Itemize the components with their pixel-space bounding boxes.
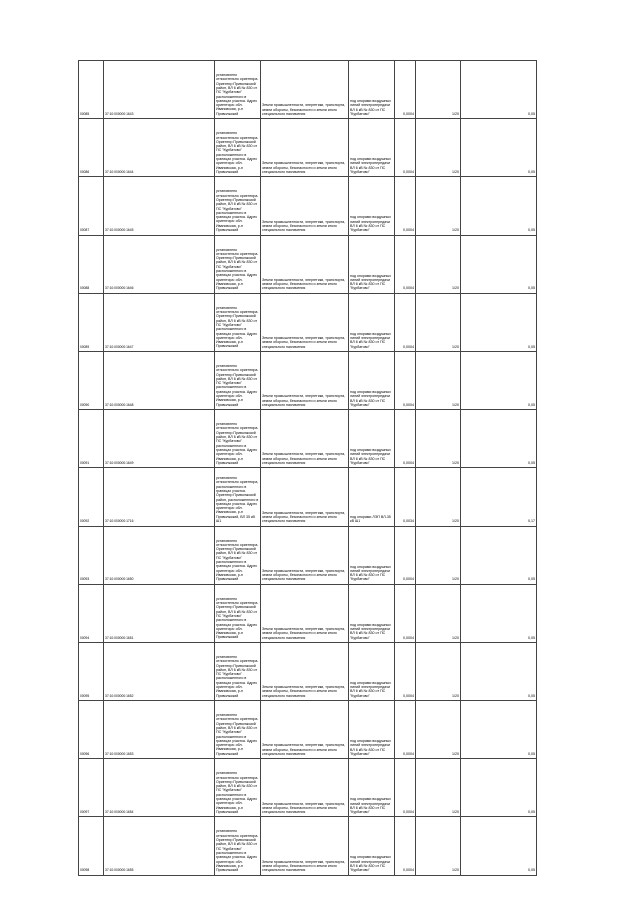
row-number: 00095 [79, 642, 104, 700]
ownership-share: 1/20 [416, 817, 461, 875]
row-number: 00096 [79, 701, 104, 759]
share-value: 0,05 [461, 351, 537, 409]
table-row [79, 526, 537, 584]
plot-area: 0,0004 [395, 817, 416, 875]
plot-area: 0,0004 [395, 759, 416, 817]
cadastral-number: 37:10:000000:1650 [104, 526, 215, 584]
table-row [79, 351, 537, 409]
plot-area: 0,0004 [395, 410, 416, 468]
table-row [79, 119, 537, 177]
row-number: 00086 [79, 119, 104, 177]
land-category: Земли промышленности, энергетики, транспорта, земли обороны, безопасности и земли иного специального назначения [261, 410, 349, 468]
row-number: 00089 [79, 293, 104, 351]
permitted-use: под опорами воздушных линий электропередачи ВЛ 6 кВ № 830 от ПС "Курбатово" [349, 642, 395, 700]
land-category: Земли промышленности, энергетики, транспорта, земли обороны, безопасности и земли иного специального назначения [261, 817, 349, 875]
permitted-use: под опорами воздушных линий электропередачи ВЛ 6 кВ № 830 от ПС "Курбатово" [349, 351, 395, 409]
row-number: 00091 [79, 410, 104, 468]
land-category: Земли промышленности, энергетики, транспорта, земли обороны, безопасности и земли иного специального назначения [261, 119, 349, 177]
plot-area: 0,0004 [395, 526, 416, 584]
plot-location-text: установлено относительно ориентира. Ориентир Приволжский район, ВЛ 6 кВ № 830 от ПС "Курбатово" расположенного в границах участка. Адрес ориентира: обл. Ивановская, р-н Приволжский [216, 363, 259, 407]
plot-location-text: установлено относительно ориентира. Ориентир Приволжский район, ВЛ 6 кВ № 830 от ПС "Курбатово" расположенного в границах участка. Адрес ориентира: обл. Ивановская, р-н Приволжский [216, 422, 259, 465]
ownership-share: 1/20 [416, 119, 461, 177]
table-row [79, 235, 537, 293]
plot-location [215, 584, 261, 642]
table-row [79, 468, 537, 526]
plot-location-text: установлено относительно ориентира. Ориентир Приволжский район, ВЛ 6 кВ № 830 от ПС "Курбатово" расположенного в границах участка. Адрес ориентира: обл. Ивановская, р-н Приволжский [216, 305, 259, 349]
share-value: 0,05 [461, 177, 537, 235]
plot-location-text: установлено относительно ориентира. Ориентир Приволжский район, ВЛ 6 кВ № 830 от ПС "Курбатово" расположенного в границах участка. Адрес ориентира: обл. Ивановская, р-н Приволжский [216, 829, 259, 873]
plot-area: 0,0004 [395, 351, 416, 409]
cadastral-number: 37:10:000000:1716 [104, 468, 215, 526]
share-value: 0,05 [461, 61, 537, 119]
table-body [79, 61, 537, 876]
row-number: 00085 [79, 61, 104, 119]
share-value: 0,05 [461, 410, 537, 468]
share-value: 0,05 [461, 817, 537, 875]
plot-location [215, 235, 261, 293]
cadastral-number: 37:10:000000:1655 [104, 817, 215, 875]
permitted-use: под опорами воздушных линий электропередачи ВЛ 6 кВ № 830 от ПС "Курбатово" [349, 119, 395, 177]
cadastral-number: 37:10:000000:1649 [104, 410, 215, 468]
plot-area: 0,0004 [395, 235, 416, 293]
permitted-use: под опорами воздушных линий электропередачи ВЛ 6 кВ № 830 от ПС "Курбатово" [349, 817, 395, 875]
permitted-use: под опорами воздушных линий электропередачи ВЛ 6 кВ № 830 от ПС "Курбатово" [349, 526, 395, 584]
plot-area: 0,0004 [395, 642, 416, 700]
plot-area: 0,0004 [395, 177, 416, 235]
cadastral-number: 37:10:000000:1647 [104, 293, 215, 351]
plot-area: 0,0004 [395, 61, 416, 119]
plot-location-text: установлено относительно ориентира. Ориентир Приволжский район, ВЛ 6 кВ № 830 от ПС "Курбатово" расположенного в границах участка. Адрес ориентира: обл. Ивановская, р-н Приволжский [216, 131, 259, 174]
land-category: Земли промышленности, энергетики, транспорта, земли обороны, безопасности и земли иного специального назначения [261, 526, 349, 584]
table-row [79, 61, 537, 119]
plot-area: 0,0004 [395, 584, 416, 642]
plot-location [215, 410, 261, 468]
land-category: Земли промышленности, энергетики, транспорта, земли обороны, безопасности и земли иного специального назначения [261, 468, 349, 526]
ownership-share: 1/20 [416, 293, 461, 351]
plot-location-text: установлено относительно ориентира. Ориентир Приволжский район, ВЛ 6 кВ № 830 от ПС "Курбатово" расположенного в границах участка. Адрес ориентира: обл. Ивановская, р-н Приволжский [216, 713, 259, 756]
plot-location [215, 817, 261, 875]
share-value: 0,05 [461, 293, 537, 351]
row-number: 00090 [79, 351, 104, 409]
share-value: 0,05 [461, 759, 537, 817]
permitted-use: под опорами воздушных линий электропередачи ВЛ 6 кВ № 830 от ПС "Курбатово" [349, 177, 395, 235]
plot-location-text: установлено относительно ориентира. Ориентир Приволжский район, ВЛ 6 кВ № 830 от ПС "Курбатово" расположенного в границах участка. Адрес ориентира: обл. Ивановская, р-н Приволжский [216, 596, 259, 640]
ownership-share: 1/20 [416, 468, 461, 526]
plot-location [215, 642, 261, 700]
cadastral-number: 37:10:000000:1644 [104, 119, 215, 177]
cadastral-number: 37:10:000000:1651 [104, 584, 215, 642]
plot-location [215, 61, 261, 119]
share-value: 0,05 [461, 584, 537, 642]
share-value: 0,17 [461, 468, 537, 526]
land-category: Земли промышленности, энергетики, транспорта, земли обороны, безопасности и земли иного специального назначения [261, 293, 349, 351]
ownership-share: 1/20 [416, 351, 461, 409]
row-number: 00093 [79, 526, 104, 584]
ownership-share: 1/20 [416, 177, 461, 235]
land-category: Земли промышленности, энергетики, транспорта, земли обороны, безопасности и земли иного специального назначения [261, 61, 349, 119]
plot-location-text: установлено относительно ориентира. Ориентир Приволжский район, ВЛ 6 кВ № 830 от ПС "Курбатово" расположенного в границах участка. Адрес ориентира: обл. Ивановская, р-н Приволжский [216, 654, 259, 698]
land-category: Земли промышленности, энергетики, транспорта, земли обороны, безопасности и земли иного специального назначения [261, 701, 349, 759]
plot-location [215, 468, 261, 526]
table-row [79, 701, 537, 759]
plot-location-text: установлено относительно ориентира. Ориентир Приволжский район, ВЛ 6 кВ № 830 от ПС "Курбатово" расположенного в границах участка. Адрес ориентира: обл. Ивановская, р-н Приволжский [216, 771, 259, 814]
share-value: 0,05 [461, 235, 537, 293]
plot-area: 0,0004 [395, 701, 416, 759]
table-row [79, 759, 537, 817]
cadastral-number: 37:10:000000:1646 [104, 235, 215, 293]
plot-location [215, 701, 261, 759]
permitted-use: под опорами воздушных линий электропередачи ВЛ 6 кВ № 830 от ПС "Курбатово" [349, 235, 395, 293]
plot-area: 0,0004 [395, 293, 416, 351]
plot-location-text: установлено относительно ориентира. Ориентир Приволжский район, ВЛ 6 кВ № 830 от ПС "Курбатово" расположенного в границах участка. Адрес ориентира: обл. Ивановская, р-н Приволжский [216, 538, 259, 582]
plot-area: 0,0004 [395, 119, 416, 177]
row-number: 00092 [79, 468, 104, 526]
land-category: Земли промышленности, энергетики, транспорта, земли обороны, безопасности и земли иного специального назначения [261, 177, 349, 235]
ownership-share: 1/20 [416, 584, 461, 642]
share-value: 0,05 [461, 642, 537, 700]
ownership-share: 1/20 [416, 235, 461, 293]
plot-location-text: установлено относительно ориентира. Ориентир Приволжский район, ВЛ 6 кВ № 830 от ПС "Курбатово" расположенного в границах участка. Адрес ориентира: обл. Ивановская, р-н Приволжский [216, 189, 259, 233]
plot-location [215, 351, 261, 409]
cadastral-number: 37:10:000000:1653 [104, 701, 215, 759]
row-number: 00087 [79, 177, 104, 235]
share-value: 0,05 [461, 119, 537, 177]
share-value: 0,05 [461, 701, 537, 759]
cadastral-number: 37:10:000000:1652 [104, 642, 215, 700]
permitted-use: под опорами воздушных линий электропередачи ВЛ 6 кВ № 830 от ПС "Курбатово" [349, 759, 395, 817]
ownership-share: 1/20 [416, 526, 461, 584]
plot-location-text: установлено относительно ориентира. Ориентир Приволжский район, ВЛ 6 кВ № 830 от ПС "Курбатово" расположенного в границах участка. Адрес ориентира: обл. Ивановская, р-н Приволжский [216, 247, 259, 291]
plot-location-text: установлено относительно ориентира, расположенного в границах участка. Ориентир Приволжский район, расположенного в границах участка. Адрес ориентира: обл. Ивановская, р-н Приволжский, ВЛ 35 кВ Ш1 [216, 476, 259, 524]
table-row [79, 293, 537, 351]
table-row [79, 642, 537, 700]
plot-location [215, 177, 261, 235]
table-row [79, 584, 537, 642]
cadastral-number: 37:10:000000:1645 [104, 177, 215, 235]
permitted-use: под опорами воздушных линий электропередачи ВЛ 6 кВ № 830 от ПС "Курбатово" [349, 410, 395, 468]
plot-location [215, 759, 261, 817]
ownership-share: 1/20 [416, 61, 461, 119]
ownership-share: 1/20 [416, 759, 461, 817]
permitted-use: под опорами воздушных линий электропередачи ВЛ 6 кВ № 830 от ПС "Курбатово" [349, 293, 395, 351]
permitted-use: под опорами воздушных линий электропередачи ВЛ 6 кВ № 830 от ПС "Курбатово" [349, 584, 395, 642]
land-category: Земли промышленности, энергетики, транспорта, земли обороны, безопасности и земли иного специального назначения [261, 759, 349, 817]
plot-area: 0,0034 [395, 468, 416, 526]
row-number: 00098 [79, 817, 104, 875]
plot-location-text: установлено относительно ориентира. Ориентир Приволжский район, ВЛ 6 кВ № 830 от ПС "Курбатово" расположенного в границах участка. Адрес ориентира: обл. Ивановская, р-н Приволжский [216, 73, 259, 116]
permitted-use: под опорами воздушных линий электропередачи ВЛ 6 кВ № 830 от ПС "Курбатово" [349, 701, 395, 759]
permitted-use: под опорами ЛЭП ВЛ-35 кВ Ш1 [349, 468, 395, 526]
plot-location [215, 119, 261, 177]
land-category: Земли промышленности, энергетики, транспорта, земли обороны, безопасности и земли иного специального назначения [261, 642, 349, 700]
land-category: Земли промышленности, энергетики, транспорта, земли обороны, безопасности и земли иного специального назначения [261, 584, 349, 642]
cadastral-number: 37:10:000000:1643 [104, 61, 215, 119]
land-plots-table [78, 60, 537, 876]
plot-location [215, 293, 261, 351]
ownership-share: 1/20 [416, 701, 461, 759]
land-category: Земли промышленности, энергетики, транспорта, земли обороны, безопасности и земли иного специального назначения [261, 235, 349, 293]
row-number: 00094 [79, 584, 104, 642]
table-row [79, 410, 537, 468]
row-number: 00088 [79, 235, 104, 293]
plot-location [215, 526, 261, 584]
table-row [79, 177, 537, 235]
share-value: 0,05 [461, 526, 537, 584]
land-category: Земли промышленности, энергетики, транспорта, земли обороны, безопасности и земли иного специального назначения [261, 351, 349, 409]
permitted-use: под опорами воздушных линий электропередачи ВЛ 6 кВ № 830 от ПС "Курбатово" [349, 61, 395, 119]
ownership-share: 1/20 [416, 642, 461, 700]
row-number: 00097 [79, 759, 104, 817]
cadastral-number: 37:10:000000:1654 [104, 759, 215, 817]
ownership-share: 1/20 [416, 410, 461, 468]
table-row [79, 817, 537, 875]
cadastral-number: 37:10:000000:1648 [104, 351, 215, 409]
